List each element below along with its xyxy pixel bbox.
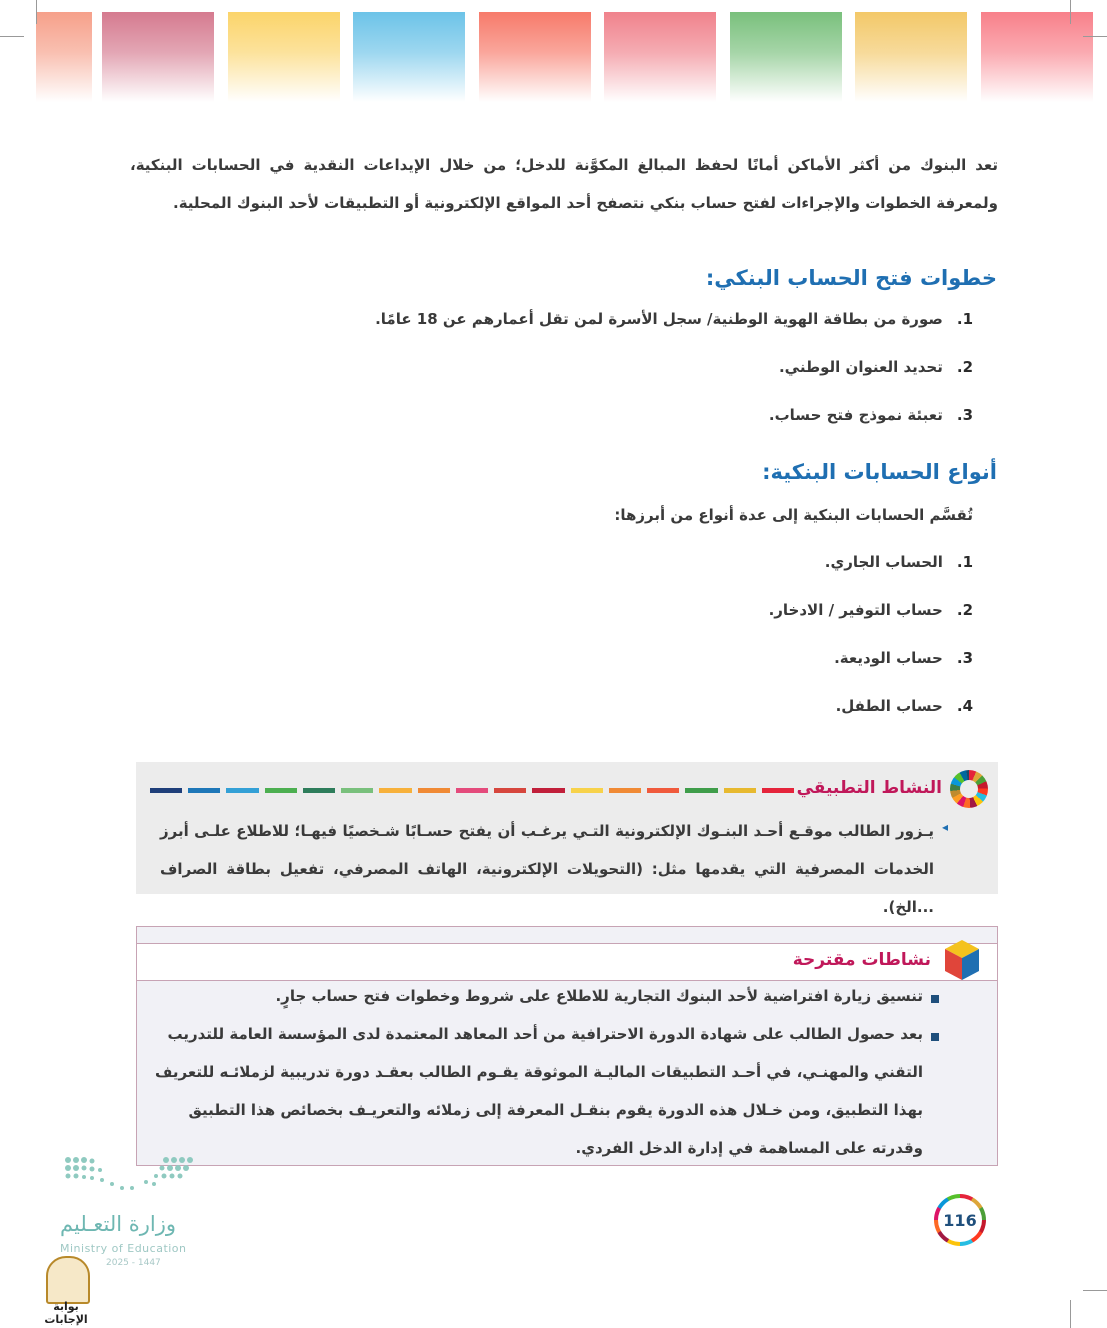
dash-segment: [724, 788, 756, 793]
color-tab: [36, 12, 92, 102]
applied-activity-title: النشاط التطبيقي: [796, 778, 942, 798]
color-tab: [228, 12, 340, 102]
page-number: 116: [938, 1198, 982, 1242]
applied-activity-box: [136, 762, 998, 916]
list-item: 2.تحديد العنوان الوطني.: [778, 358, 973, 376]
list-item: 3.حساب الوديعة.: [834, 649, 973, 667]
crop-mark: [0, 36, 24, 37]
suggested-item-line: التقني والمهنـي، في أحـد التطبيقات الماليـة الموثوقة يقـوم الطالب بعقـد دورة تدريبية لزملائـه للتعريف: [155, 1063, 923, 1081]
dash-segment: [303, 788, 335, 793]
list-item: 1.الحساب الجاري.: [824, 553, 973, 571]
cube-icon: [943, 938, 981, 982]
edition-year: 2025 - 1447: [106, 1258, 161, 1268]
dash-segment: [188, 788, 220, 793]
dash-segment: [379, 788, 411, 793]
list-item: 4.حساب الطفل.: [835, 697, 973, 715]
suggested-item: تنسيق زيارة افتراضية لأحد البنوك التجارية للاطلاع على شروط وخطوات فتح حساب جارٍ.: [275, 987, 923, 1005]
dash-segment: [647, 788, 679, 793]
dash-segment: [418, 788, 450, 793]
suggested-item-line: بعد حصول الطالب على شهادة الدورة الاحترافية من أحد المعاهد المعتمدة لدى المؤسسة العامة للتدريب: [167, 1025, 923, 1043]
list-item: 1.صورة من بطاقة الهوية الوطنية/ سجل الأسرة لمن تقل أعمارهم عن 18 عامًا.: [375, 310, 973, 328]
types-heading: أنواع الحسابات البنكية:: [762, 460, 997, 484]
dash-segment: [571, 788, 603, 793]
dash-segment: [762, 788, 794, 793]
color-tab: [855, 12, 967, 102]
dash-segment: [265, 788, 297, 793]
intro-paragraph: تعد البنوك من أكثر الأماكن أمانًا لحفظ المبالغ المكوَّنة للدخل؛ من خلال الإيداعات النقدية في الحسابات البنكية، ولمعرفة الخطوات والإجراءات لفتح حساب بنكي نتصفح أحد المواقع الإلكترونية أو التطبيقات لأحد البنوك المحلية.: [130, 156, 998, 212]
dash-segment: [532, 788, 564, 793]
ministry-dots-icon: [62, 1154, 198, 1196]
color-tab: [981, 12, 1093, 102]
color-tab: [479, 12, 591, 102]
steps-heading: خطوات فتح الحساب البنكي:: [705, 266, 997, 290]
crop-mark: [36, 0, 37, 24]
ministry-name-ar: وزارة التعـليم: [60, 1212, 177, 1236]
crop-mark: [1070, 1300, 1071, 1328]
square-bullet-icon: [931, 1033, 939, 1041]
color-tab: [604, 12, 716, 102]
color-tab: [353, 12, 465, 102]
suggested-activities-box: [136, 926, 998, 1166]
suggested-item-line: وقدرته على المساهمة في إدارة الدخل الفردي.: [575, 1139, 923, 1157]
applied-activity-text: يـزور الطالب موقـع أحـد البنـوك الإلكترونية التـي يرغـب أن يفتح حسـابًا شـخصيًا فيهـا؛ للاطلاع علـى أبرز الخدمات المصرفية التي يقدمها مثل: (التحويلات الإلكترونية، الهاتف المصرفي، تفعيل بطاقة الصراف ...الخ).: [160, 822, 934, 916]
crop-mark: [1070, 0, 1071, 24]
dash-segment: [150, 788, 182, 793]
suggested-item-line: بهذا التطبيق، ومن خـلال هذه الدورة يقوم بنقـل المعرفة إلى زملائه والتعريـف بخصائص هذا التطبيق: [188, 1101, 923, 1119]
color-tab: [730, 12, 842, 102]
dash-segment: [456, 788, 488, 793]
dash-segment: [685, 788, 717, 793]
list-item: 2.حساب التوفير / الادخار.: [768, 601, 973, 619]
portal-logo: [30, 1256, 102, 1326]
crop-mark: [1083, 1290, 1107, 1291]
list-item: 3.تعبئة نموذج فتح حساب.: [768, 406, 973, 424]
top-color-strip: [0, 0, 1107, 110]
color-dash-line: [150, 788, 794, 793]
triangle-bullet-icon: ◂: [941, 820, 948, 834]
types-intro: تُقسَّم الحسابات البنكية إلى عدة أنواع من أبرزها:: [614, 506, 973, 524]
crop-mark: [1083, 36, 1107, 37]
dash-segment: [341, 788, 373, 793]
suggested-header: [137, 943, 997, 981]
square-bullet-icon: [931, 995, 939, 1003]
dash-segment: [609, 788, 641, 793]
page-number-badge: [934, 1194, 986, 1246]
suggested-title: نشاطات مقترحة: [792, 950, 931, 970]
portal-name: بوابة الإجابات: [44, 1300, 88, 1326]
sdg-wheel-icon: [950, 770, 988, 808]
color-tab: [102, 12, 214, 102]
arch-icon: [46, 1256, 90, 1304]
dash-segment: [494, 788, 526, 793]
dash-segment: [226, 788, 258, 793]
ministry-name-en: Ministry of Education: [60, 1242, 187, 1255]
